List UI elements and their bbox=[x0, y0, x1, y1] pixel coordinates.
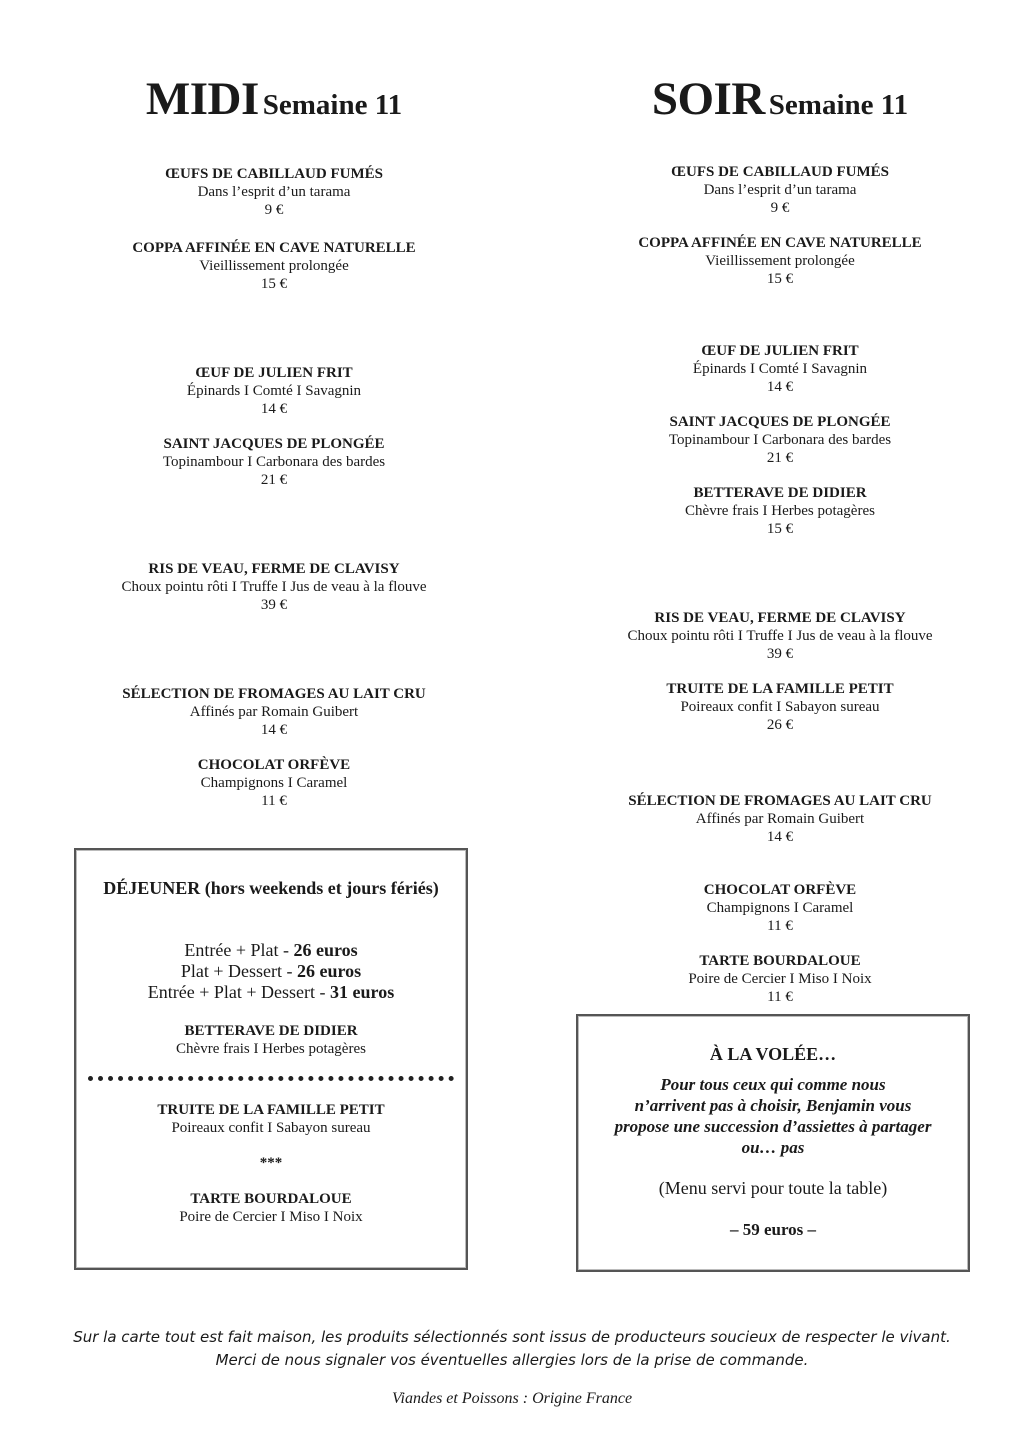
dish-description: Épinards I Comté I Savagnin bbox=[186, 383, 362, 399]
menu-item bbox=[44, 756, 504, 810]
dish-description: Chèvre frais I Herbes potagères bbox=[685, 503, 875, 519]
formula-price: 26 euros bbox=[293, 940, 358, 960]
dish-description: Poireaux confit I Sabayon sureau bbox=[680, 699, 880, 715]
dish-name: ŒUF DE JULIEN FRIT bbox=[701, 343, 859, 359]
dotted-divider bbox=[88, 1076, 454, 1081]
footer-origin: Viandes et Poissons : Origine France bbox=[391, 1390, 633, 1407]
menu-item bbox=[44, 685, 504, 739]
dish-price: 14 € bbox=[766, 379, 794, 395]
dish-name: TARTE BOURDALOUE bbox=[699, 953, 861, 969]
dish-description: Topinambour I Carbonara des bardes bbox=[668, 432, 892, 448]
dish-price: 15 € bbox=[260, 276, 288, 292]
footer-line-1: Sur la carte tout est fait maison, les produits sélectionnés sont issus de producteurs soucieux de respecter le vivant. bbox=[73, 1328, 951, 1346]
dish-name: BETTERAVE DE DIDIER bbox=[693, 485, 867, 501]
volee-description bbox=[578, 1074, 968, 1158]
dish-name: COPPA AFFINÉE EN CAVE NATURELLE bbox=[132, 240, 416, 256]
dish-price: 39 € bbox=[766, 646, 794, 662]
formula-label: Plat + Dessert - bbox=[180, 961, 297, 981]
dish-name: ŒUF DE JULIEN FRIT bbox=[195, 365, 353, 381]
formula-line bbox=[76, 940, 466, 961]
dish-description: Poire de Cercier I Miso I Noix bbox=[688, 971, 872, 987]
dish-price: 11 € bbox=[767, 989, 793, 1005]
dejeuner-plat bbox=[76, 1101, 466, 1137]
volee-line: n’arrivent pas à choisir, Benjamin vous bbox=[634, 1096, 912, 1115]
dish-description: Vieillissement prolongée bbox=[705, 253, 855, 269]
formula-label: Entrée + Plat + Dessert - bbox=[147, 982, 331, 1002]
menu-item bbox=[550, 792, 1010, 846]
dish-name: ŒUFS DE CABILLAUD FUMÉS bbox=[671, 164, 889, 180]
dish-name: SAINT JACQUES DE PLONGÉE bbox=[669, 414, 891, 430]
dish-price: 11 € bbox=[767, 918, 793, 934]
midi-week: Semaine 11 bbox=[262, 89, 403, 121]
volee-note: (Menu servi pour toute la table) bbox=[658, 1178, 888, 1198]
midi-title: MIDI bbox=[145, 73, 259, 125]
volee-line: propose une succession d’assiettes à partager bbox=[614, 1117, 932, 1136]
dish-description: Dans l’esprit d’un tarama bbox=[197, 184, 351, 200]
volee-line: ou… pas bbox=[741, 1138, 805, 1157]
dish-price: 14 € bbox=[260, 722, 288, 738]
dish-description: Chèvre frais I Herbes potagères bbox=[176, 1041, 366, 1057]
dish-name: TARTE BOURDALOUE bbox=[190, 1191, 352, 1207]
dish-price: 39 € bbox=[260, 597, 288, 613]
menu-item bbox=[550, 680, 1010, 734]
dish-description: Choux pointu rôti I Truffe I Jus de veau à la flouve bbox=[121, 579, 427, 595]
dish-price: 14 € bbox=[260, 401, 288, 417]
soir-week: Semaine 11 bbox=[768, 89, 909, 121]
midi-heading bbox=[44, 72, 504, 126]
dish-description: Champignons I Caramel bbox=[706, 900, 854, 916]
dejeuner-dessert bbox=[76, 1190, 466, 1226]
menu-item bbox=[550, 609, 1010, 663]
menu-item bbox=[44, 165, 504, 219]
dish-name: SÉLECTION DE FROMAGES AU LAIT CRU bbox=[628, 793, 932, 809]
dish-description: Poire de Cercier I Miso I Noix bbox=[179, 1209, 363, 1225]
menu-item bbox=[550, 484, 1010, 538]
dish-price: 26 € bbox=[766, 717, 794, 733]
formula-label: Entrée + Plat - bbox=[184, 940, 294, 960]
formula-price: 26 euros bbox=[296, 961, 362, 981]
volee-price: – 59 euros – bbox=[729, 1220, 817, 1239]
dish-name: COPPA AFFINÉE EN CAVE NATURELLE bbox=[638, 235, 922, 251]
dejeuner-title: DÉJEUNER (hors weekends et jours fériés) bbox=[103, 878, 439, 898]
dish-name: RIS DE VEAU, FERME DE CLAVISY bbox=[148, 561, 400, 577]
footer-notice bbox=[0, 1326, 1024, 1372]
dish-price: 9 € bbox=[770, 200, 790, 216]
menu-item bbox=[550, 163, 1010, 217]
dish-price: 21 € bbox=[766, 450, 794, 466]
footer-line-2: Merci de nous signaler vos éventuelles allergies lors de la prise de commande. bbox=[215, 1351, 809, 1369]
volee-title: À LA VOLÉE… bbox=[709, 1044, 837, 1064]
menu-item bbox=[550, 413, 1010, 467]
dish-description: Vieillissement prolongée bbox=[199, 258, 349, 274]
dish-description: Épinards I Comté I Savagnin bbox=[692, 361, 868, 377]
formula-line bbox=[76, 982, 466, 1003]
dejeuner-formula-box bbox=[74, 848, 468, 1270]
soir-heading bbox=[550, 72, 1010, 126]
separator-stars: *** bbox=[259, 1155, 283, 1171]
dejeuner-entree bbox=[76, 1022, 466, 1058]
dish-description: Choux pointu rôti I Truffe I Jus de veau à la flouve bbox=[627, 628, 933, 644]
separator bbox=[76, 1154, 466, 1172]
dish-name: SAINT JACQUES DE PLONGÉE bbox=[163, 436, 385, 452]
dish-price: 15 € bbox=[766, 271, 794, 287]
dish-description: Affinés par Romain Guibert bbox=[695, 811, 865, 827]
dish-description: Champignons I Caramel bbox=[200, 775, 348, 791]
dish-description: Dans l’esprit d’un tarama bbox=[703, 182, 857, 198]
dish-price: 11 € bbox=[261, 793, 287, 809]
dish-name: TRUITE DE LA FAMILLE PETIT bbox=[157, 1102, 385, 1118]
soir-title: SOIR bbox=[651, 73, 765, 125]
dish-description: Affinés par Romain Guibert bbox=[189, 704, 359, 720]
menu-item bbox=[550, 342, 1010, 396]
dish-price: 9 € bbox=[264, 202, 284, 218]
dish-price: 15 € bbox=[766, 521, 794, 537]
formula-line bbox=[76, 961, 466, 982]
dish-name: SÉLECTION DE FROMAGES AU LAIT CRU bbox=[122, 686, 426, 702]
menu-item bbox=[550, 881, 1010, 935]
volee-line: Pour tous ceux qui comme nous bbox=[660, 1075, 886, 1094]
dish-name: ŒUFS DE CABILLAUD FUMÉS bbox=[165, 166, 383, 182]
dish-name: BETTERAVE DE DIDIER bbox=[184, 1023, 358, 1039]
menu-item bbox=[44, 435, 504, 489]
a-la-volee-box bbox=[576, 1014, 970, 1272]
dish-name: RIS DE VEAU, FERME DE CLAVISY bbox=[654, 610, 906, 626]
dish-description: Poireaux confit I Sabayon sureau bbox=[171, 1120, 371, 1136]
dish-name: CHOCOLAT ORFÈVE bbox=[703, 882, 857, 898]
formula-price: 31 euros bbox=[330, 982, 395, 1002]
dish-price: 14 € bbox=[766, 829, 794, 845]
dish-price: 21 € bbox=[260, 472, 288, 488]
dish-name: CHOCOLAT ORFÈVE bbox=[197, 757, 351, 773]
dish-name: TRUITE DE LA FAMILLE PETIT bbox=[666, 681, 894, 697]
dish-description: Topinambour I Carbonara des bardes bbox=[162, 454, 386, 470]
menu-item bbox=[44, 364, 504, 418]
menu-item bbox=[550, 234, 1010, 288]
menu-item bbox=[44, 560, 504, 614]
menu-item bbox=[550, 952, 1010, 1006]
menu-item bbox=[44, 239, 504, 293]
